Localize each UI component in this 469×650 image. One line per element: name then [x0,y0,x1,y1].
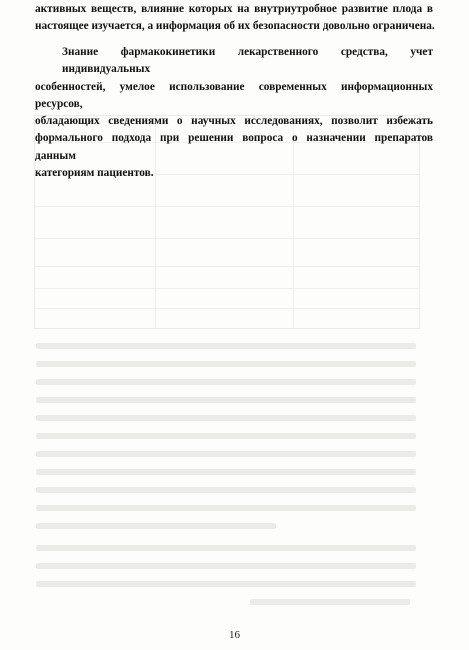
paragraph-continuation [35,1,433,36]
text-line: настоящее изучается, а информация об их безопасности довольно ограничена. [35,20,435,33]
text-line: активных веществ, влияние которых на внутриутробное развитие плода в [35,3,433,15]
text-line: обладающих сведениями о научных исследованиях, позволит избежать [35,115,433,128]
text-line: категориям пациентов. [35,167,154,180]
text-line: Знание фармакокинетики лекарственного средства, учет индивидуальных [62,46,433,76]
paragraph-conclusion [35,44,433,182]
text-line: особенностей, умелое использование современных информационных ресурсов, [35,80,433,110]
text-line: формального подхода при решении вопроса о назначении препаратов данным [35,132,433,162]
page-number: 16 [229,629,240,641]
